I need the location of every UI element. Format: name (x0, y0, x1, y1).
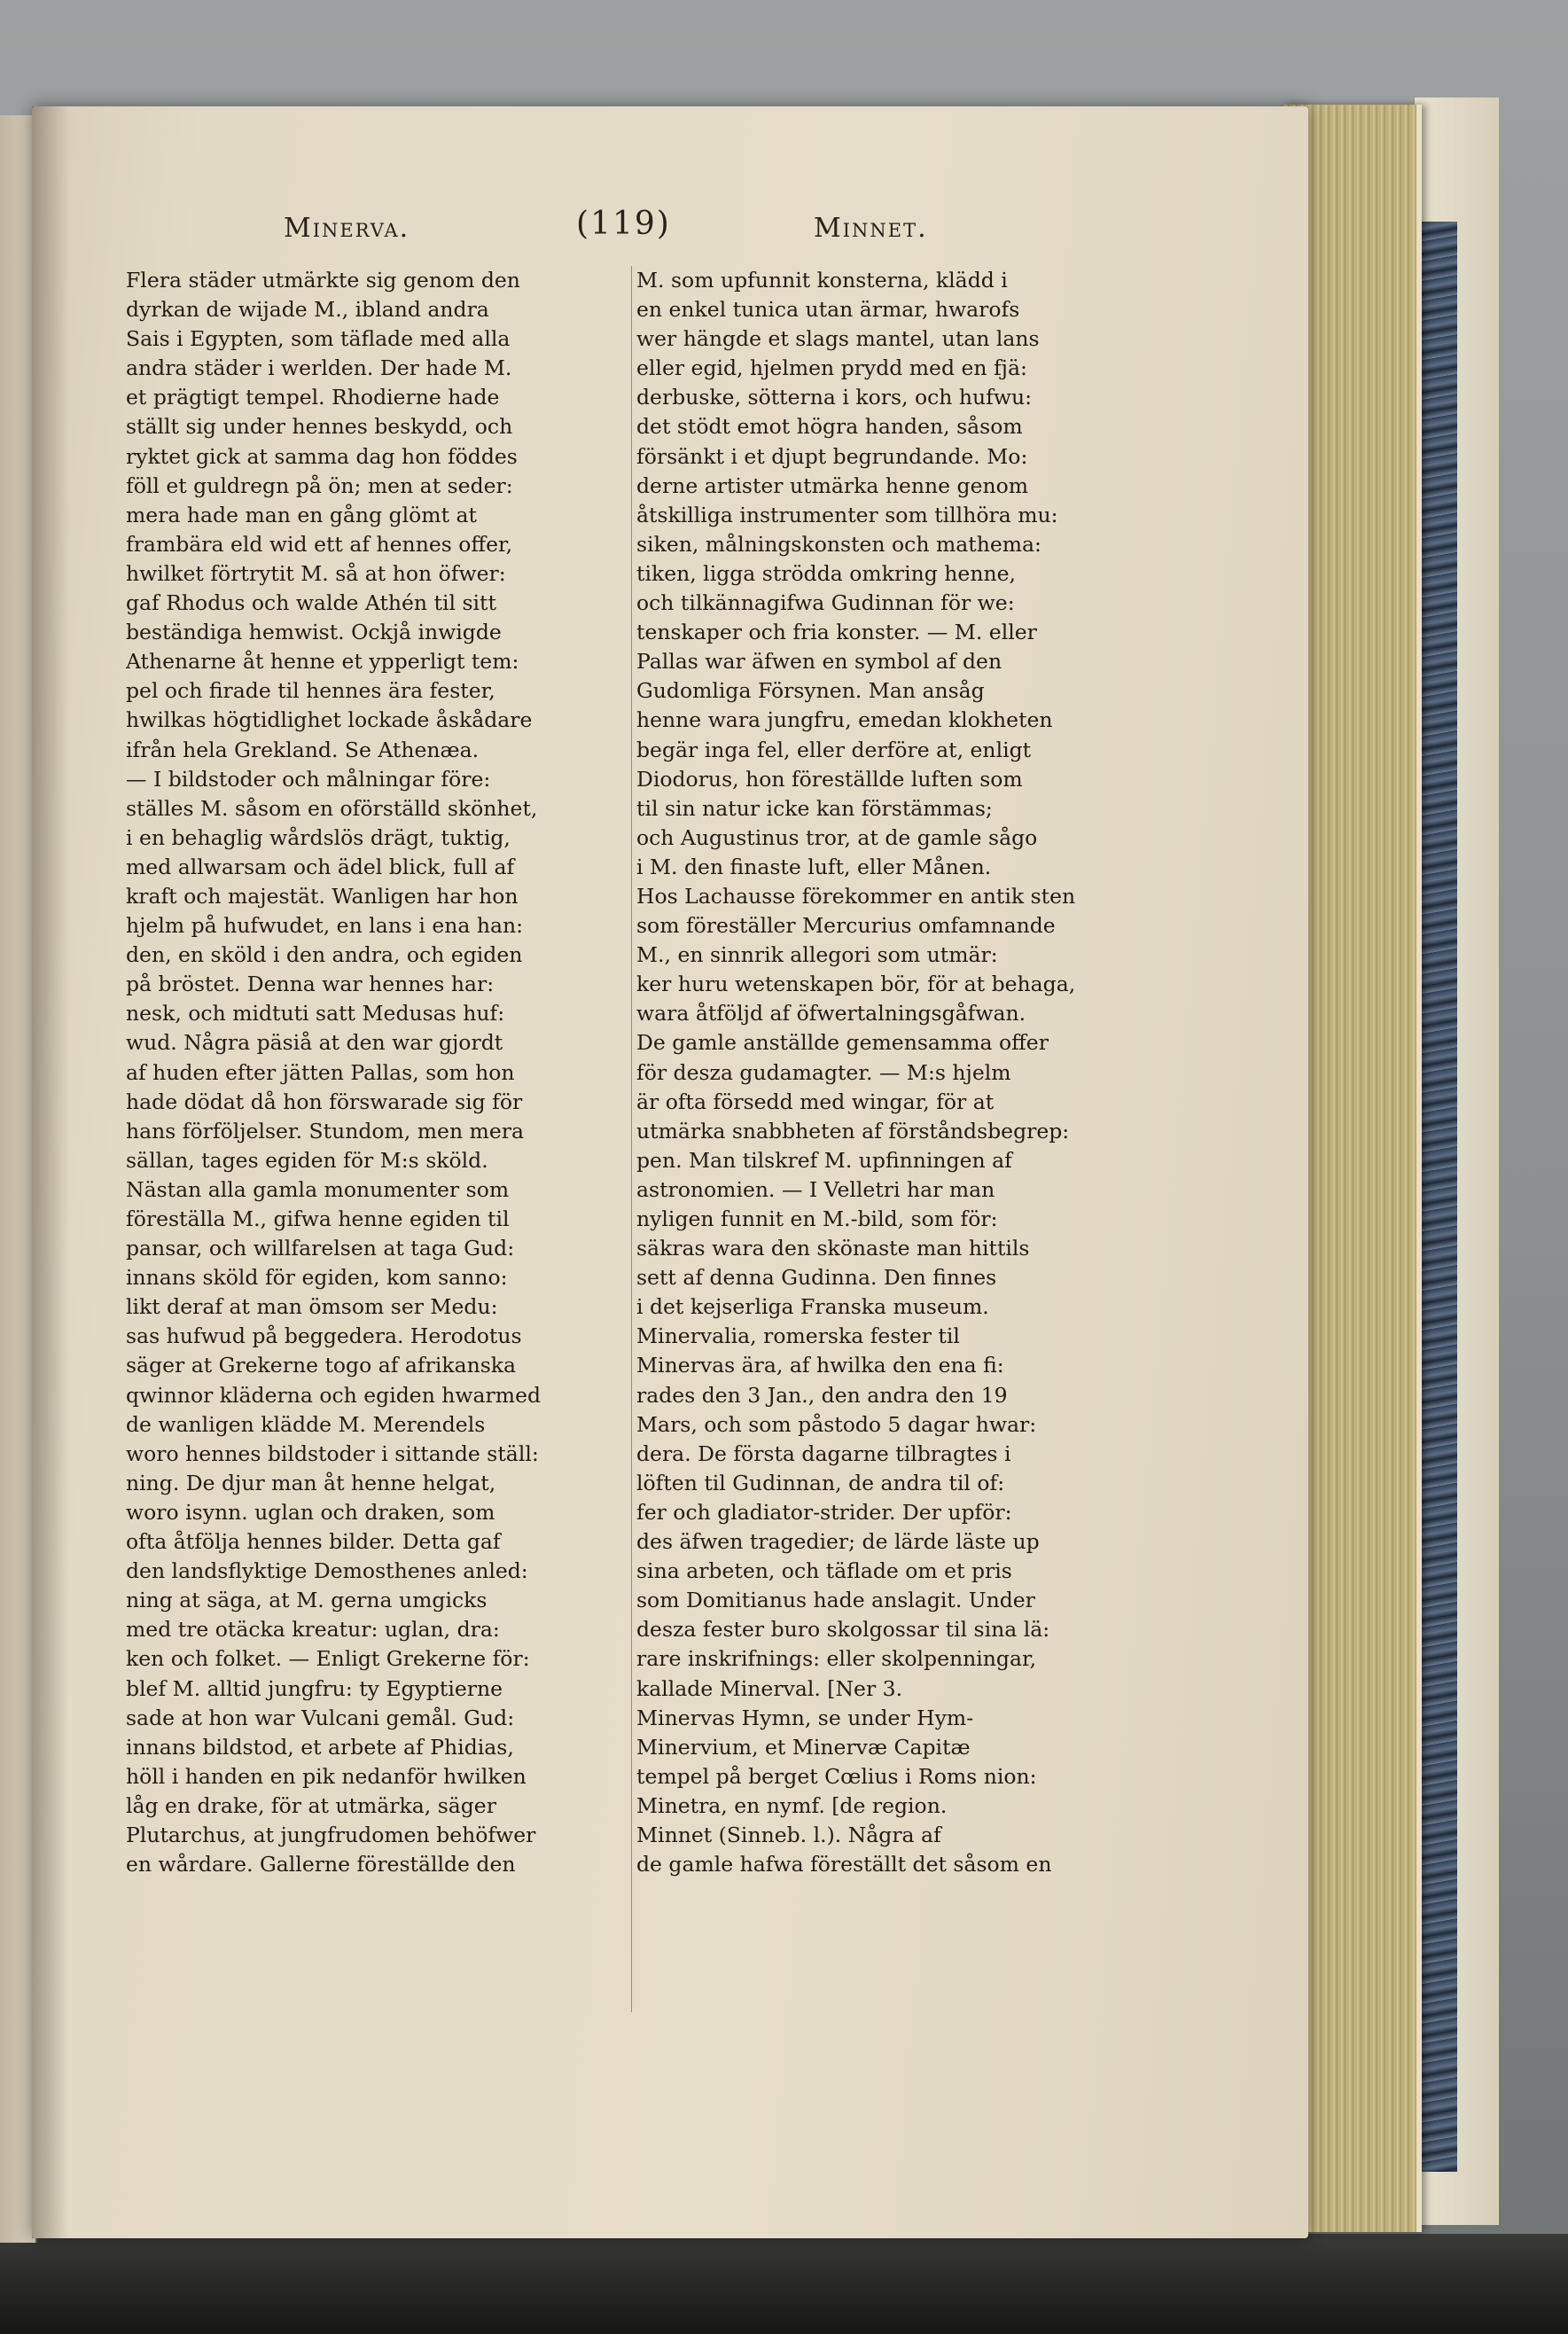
text-line: kraft och majestät. Wanligen har hon (126, 883, 519, 909)
text-line: Diodorus, hon föreställde luften som (636, 766, 1023, 792)
text-line: kallade Minerval. [Ner 3. (636, 1675, 903, 1701)
text-line: en wårdare. Gallerne föreställde den (126, 1852, 516, 1877)
text-line: woro hennes bildstoder i sittande ställ: (126, 1440, 539, 1466)
text-line: ställt sig under hennes beskydd, och (126, 414, 513, 440)
text-line: de gamle hafwa föreställt det såsom en (636, 1852, 1052, 1877)
text-line: henne wara jungfru, emedan klokheten (636, 707, 1053, 733)
text-line: och tilkännagifwa Gudinnan för we: (636, 590, 1015, 616)
text-line: Plutarchus, at jungfrudomen behöfwer (126, 1822, 536, 1847)
text-line: Minervas Hymn, se under Hym- (636, 1705, 974, 1730)
text-line: likt deraf at man ömsom ser Medu: (126, 1294, 498, 1320)
text-line: ning at säga, at M. gerna umgicks (126, 1588, 488, 1613)
text-line: mera hade man en gång glömt at (126, 502, 477, 527)
text-line: löften til Gudinnan, de andra til of: (636, 1470, 1005, 1495)
text-line: nesk, och midtuti satt Medusas huf: (126, 1001, 505, 1026)
text-line: derbuske, sötterna i kors, och hufwu: (636, 385, 1033, 410)
text-line: hans förföljelser. Stundom, men mera (126, 1118, 524, 1144)
text-line: hade dödat då hon förswarade sig för (126, 1089, 523, 1114)
text-line: Minetra, en nymf. [de region. (636, 1792, 948, 1818)
text-line: qwinnor kläderna och egiden hwarmed (126, 1382, 542, 1408)
text-line: försänkt i et djupt begrundande. Mo: (636, 443, 1028, 469)
text-line: wer hängde et slags mantel, utan lans (636, 326, 1040, 352)
text-line: siken, målningskonsten och mathema: (636, 531, 1041, 557)
text-line: är ofta försedd med wingar, för at (636, 1089, 995, 1114)
text-line: Minervalia, romerska fester til (636, 1323, 960, 1349)
text-line: et prägtigt tempel. Rhodierne hade (126, 385, 500, 410)
text-line: ifrån hela Grekland. Se Athenæa. (126, 737, 480, 762)
text-line: Sais i Egypten, som täflade med alla (126, 326, 511, 352)
text-line: wara åtföljd af öfwertalningsgåfwan. (636, 1001, 1026, 1026)
text-line: Nästan alla gamla monumenter som (126, 1176, 510, 1202)
text-line: de wanligen klädde M. Merendels (126, 1411, 486, 1437)
text-line: eller egid, hjelmen prydd med en fjä: (636, 355, 1027, 381)
text-line: Minervas ära, af hwilka den ena fi: (636, 1353, 1004, 1378)
text-line: ker huru wetenskapen bör, för at behaga, (636, 972, 1076, 997)
text-line: tempel på berget Cœlius i Roms nion: (636, 1763, 1037, 1789)
text-line: som föreställer Mercurius omfamnande (636, 913, 1056, 939)
text-line: Athenarne åt henne et ypperligt tem: (126, 649, 519, 675)
text-line: sällan, tages egiden för M:s sköld. (126, 1147, 488, 1173)
text-line: pen. Man tilskref M. upfinningen af (636, 1147, 1012, 1173)
text-line: af huden efter jätten Pallas, som hon (126, 1059, 515, 1085)
text-line: rare inskrifnings: eller skolpenningar, (636, 1646, 1037, 1672)
text-line: höll i handen en pik nedanför hwilken (126, 1763, 527, 1789)
scan-bottom-shadow (0, 2234, 1568, 2334)
text-line: blef M. alltid jungfru: ty Egyptierne (126, 1675, 503, 1701)
text-line: nyligen funnit en M.-bild, som för: (636, 1206, 998, 1231)
text-line: en enkel tunica utan ärmar, hwarofs (636, 297, 1020, 323)
text-line: Pallas war äfwen en symbol af den (636, 649, 1002, 675)
text-line: andra städer i werlden. Der hade M. (126, 355, 512, 381)
text-line: åtskilliga instrumenter som tillhöra mu: (636, 502, 1058, 527)
text-line: Gudomliga Försynen. Man ansåg (636, 678, 985, 704)
text-line: Mars, och som påstodo 5 dagar hwar: (636, 1411, 1037, 1437)
text-line: på bröstet. Denna war hennes har: (126, 972, 495, 997)
text-line: begär inga fel, eller derföre at, enligt (636, 737, 1032, 762)
text-line: med tre otäcka kreatur: uglan, dra: (126, 1617, 500, 1643)
text-line: wud. Några päsiå at den war gjordt (126, 1030, 503, 1056)
text-line: — I bildstoder och målningar före: (126, 766, 491, 792)
page-number: (119) (576, 206, 671, 242)
text-line: sas hufwud på beggedera. Herodotus (126, 1323, 522, 1349)
text-line: i en behaglig wårdslös drägt, tuktig, (126, 824, 511, 850)
text-line: dyrkan de wijade M., ibland andra (126, 297, 489, 323)
text-line: utmärka snabbheten af förståndsbegrep: (636, 1118, 1070, 1144)
text-line: hjelm på hufwudet, en lans i ena han: (126, 913, 524, 939)
text-line: ning. De djur man åt henne helgat, (126, 1470, 496, 1495)
text-line: derne artister utmärka henne genom (636, 472, 1029, 498)
text-line: föreställa M., gifwa henne egiden til (126, 1206, 510, 1231)
text-line: som Domitianus hade anslagit. Under (636, 1588, 1035, 1613)
text-line: astronomien. — I Velletri har man (636, 1176, 995, 1202)
text-line: pansar, och willfarelsen at taga Gud: (126, 1236, 515, 1261)
text-line: den, en sköld i den andra, och egiden (126, 942, 523, 968)
text-line: i det kejserliga Franska museum. (636, 1294, 989, 1320)
text-line: gaf Rhodus och walde Athén til sitt (126, 590, 496, 616)
text-line: sade at hon war Vulcani gemål. Gud: (126, 1705, 515, 1730)
text-line: säkras wara den skönaste man hittils (636, 1236, 1030, 1261)
text-line: Minervium, et Minervæ Capitæ (636, 1734, 971, 1760)
text-line: innans bildstod, et arbete af Phidias, (126, 1734, 514, 1760)
text-line: fer och gladiator-strider. Der upför: (636, 1499, 1012, 1525)
text-line: pel och firade til hennes ära fester, (126, 678, 495, 704)
text-line: innans sköld för egiden, kom sanno: (126, 1265, 508, 1291)
text-line: föll et guldregn på ön; men at seder: (126, 472, 513, 498)
text-line: säger at Grekerne togo af afrikanska (126, 1353, 517, 1378)
text-line: Flera städer utmärkte sig genom den (126, 268, 520, 293)
text-line: sina arbeten, och täflade om et pris (636, 1558, 1012, 1584)
running-header-right: Minnet. (814, 213, 928, 244)
text-line: De gamle anställde gemensamma offer (636, 1030, 1049, 1056)
text-line: hwilket förtrytit M. så at hon öfwer: (126, 560, 506, 586)
text-line: hwilkas högtidlighet lockade åskådare (126, 707, 533, 733)
text-line: den landsflyktige Demosthenes anled: (126, 1558, 528, 1584)
text-line: beständiga hemwist. Ockjå inwigde (126, 620, 502, 645)
text-line: sett af denna Gudinna. Den finnes (636, 1265, 997, 1291)
text-line: ken och folket. — Enligt Grekerne för: (126, 1646, 530, 1672)
text-line: och Augustinus tror, at de gamle sågo (636, 824, 1038, 850)
page-gutter-shadow (32, 106, 69, 2238)
text-line: woro isynn. uglan och draken, som (126, 1499, 495, 1525)
text-line: dera. De första dagarne tilbragtes i (636, 1440, 1011, 1466)
right-text-column (636, 266, 1168, 1879)
text-line: til sin natur icke kan förstämmas; (636, 795, 993, 821)
text-line: frambära eld wid ett af hennes offer, (126, 531, 513, 557)
text-line: med allwarsam och ädel blick, full af (126, 854, 515, 879)
text-line: rades den 3 Jan., den andra den 19 (636, 1382, 1008, 1408)
text-line: för desza gudamagter. — M:s hjelm (636, 1059, 1011, 1085)
text-line: M., en sinnrik allegori som utmär: (636, 942, 998, 968)
text-line: des äfwen tragedier; de lärde läste up (636, 1529, 1040, 1555)
marbled-endpaper (1422, 222, 1457, 2172)
text-line: ofta åtfölja hennes bilder. Detta gaf (126, 1529, 501, 1555)
text-line: tiken, ligga strödda omkring henne, (636, 560, 1016, 586)
text-line: M. som upfunnit konsterna, klädd i (636, 268, 1008, 293)
text-line: tenskaper och fria konster. — M. eller (636, 620, 1037, 645)
text-line: låg en drake, för at utmärka, säger (126, 1792, 496, 1818)
text-line: i M. den finaste luft, eller Månen. (636, 854, 992, 879)
text-line: det stödt emot högra handen, såsom (636, 414, 1023, 440)
text-line: Hos Lachausse förekommer en antik sten (636, 883, 1076, 909)
text-line: Minnet (Sinneb. l.). Några af (636, 1822, 941, 1847)
text-line: ryktet gick at samma dag hon föddes (126, 443, 518, 469)
text-line: ställes M. såsom en oförställd skönhet, (126, 795, 538, 821)
text-line: desza fester buro skolgossar til sina lä: (636, 1617, 1050, 1643)
left-text-column (126, 266, 649, 1879)
running-header-left: Minerva. (284, 213, 410, 244)
